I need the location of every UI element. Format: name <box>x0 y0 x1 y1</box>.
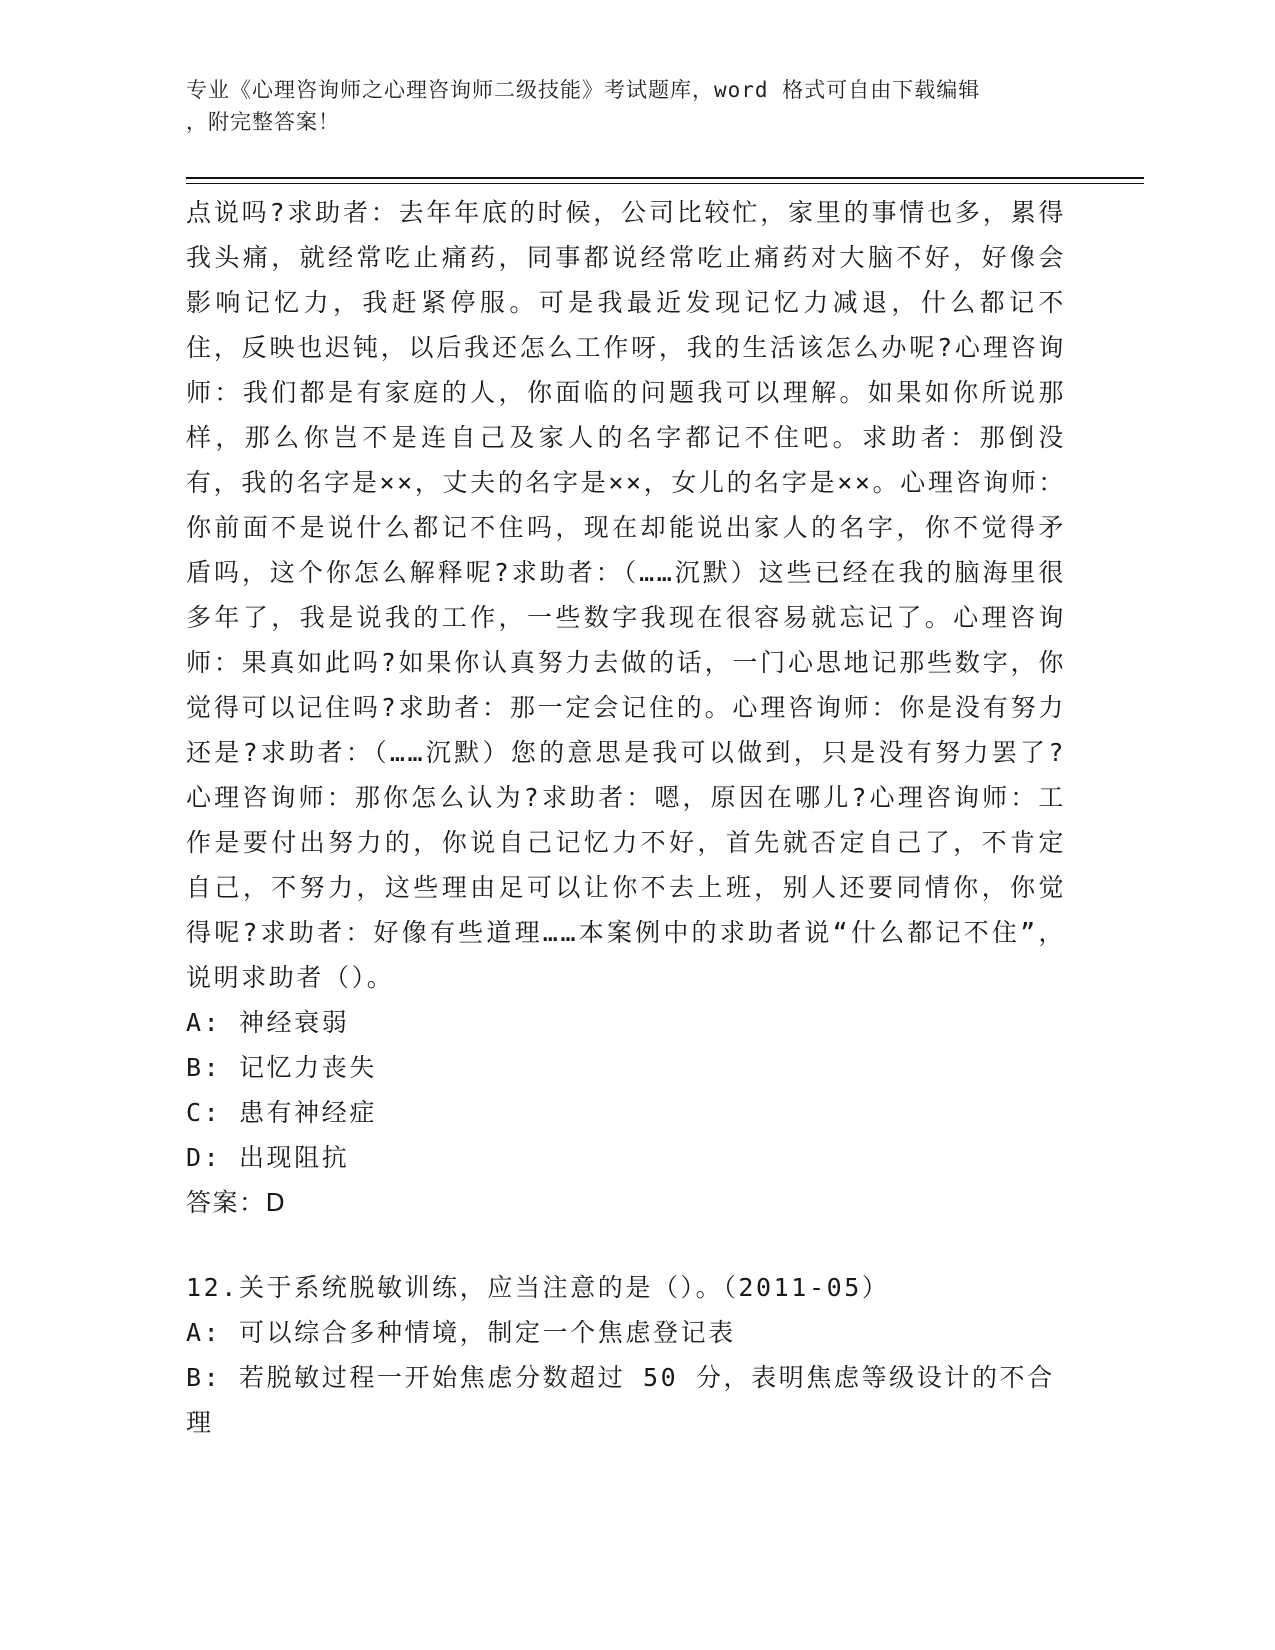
document-header <box>186 74 1066 138</box>
header-line-1: 专业《心理咨询师之心理咨询师二级技能》考试题库，word 格式可自由下载编辑 <box>186 78 981 102</box>
question-11-option-a: A: 神经衰弱 <box>186 1008 350 1037</box>
header-divider-thin <box>186 183 1144 184</box>
question-11-answer: 答案：D <box>186 1188 287 1217</box>
question-12-option-b: B: 若脱敏过程一开始焦虑分数超过 50 分，表明焦虑等级设计的不合理 <box>186 1363 1055 1437</box>
question-11-option-c: C: 患有神经症 <box>186 1098 377 1127</box>
header-line-2: ，附完整答案！ <box>186 110 340 134</box>
question-12-title: 12.关于系统脱敏训练，应当注意的是（）。（2011-05） <box>186 1273 890 1302</box>
question-11-option-b: B: 记忆力丧失 <box>186 1053 377 1082</box>
header-divider-thick <box>186 177 1144 179</box>
question-12-option-a: A: 可以综合多种情境，制定一个焦虑登记表 <box>186 1318 736 1347</box>
question-11-stem: 点说吗?求助者：去年年底的时候，公司比较忙，家里的事情也多，累得我头痛，就经常吃止痛药，同事都说经常吃止痛药对大脑不好，好像会影响记忆力，我赶紧停服。可是我最近发现记忆力减退，什么都记不住，反映也迟钝，以后我还怎么工作呀，我的生活该怎么办呢?心理咨询师：我们都是有家庭的人，你面临的问题我可以理解。如果如你所说那样，那么你岂不是连自己及家人的名字都记不住吧。求助者：那倒没有，我的名字是××，丈夫的名字是××，女儿的名字是××。心理咨询师：你前面不是说什么都记不住吗，现在却能说出家人的名字，你不觉得矛盾吗，这个你怎么解释呢?求助者：（……沉默）这些已经在我的脑海里很多年了，我是说我的工作，一些数字我现在很容易就忘记了。心理咨询师：果真如此吗?如果你认真努力去做的话，一门心思地记那些数字，你觉得可以记住吗?求助者：那一定会记住的。心理咨询师：你是没有努力还是?求助者：（……沉默）您的意思是我可以做到，只是没有努力罢了?心理咨询师：那你怎么认为?求助者：嗯，原因在哪儿?心理咨询师：工作是要付出努力的，你说自己记忆力不好，首先就否定自己了，不肯定自己，不努力，这些理由足可以让你不去上班，别人还要同情你，你觉得呢?求助者：好像有些道理……本案例中的求助者说“什么都记不住”，说明求助者（）。 <box>186 198 1066 992</box>
question-spacer <box>186 1225 1066 1265</box>
question-11-option-d: D: 出现阻抗 <box>186 1143 350 1172</box>
document-body <box>186 190 1066 1445</box>
